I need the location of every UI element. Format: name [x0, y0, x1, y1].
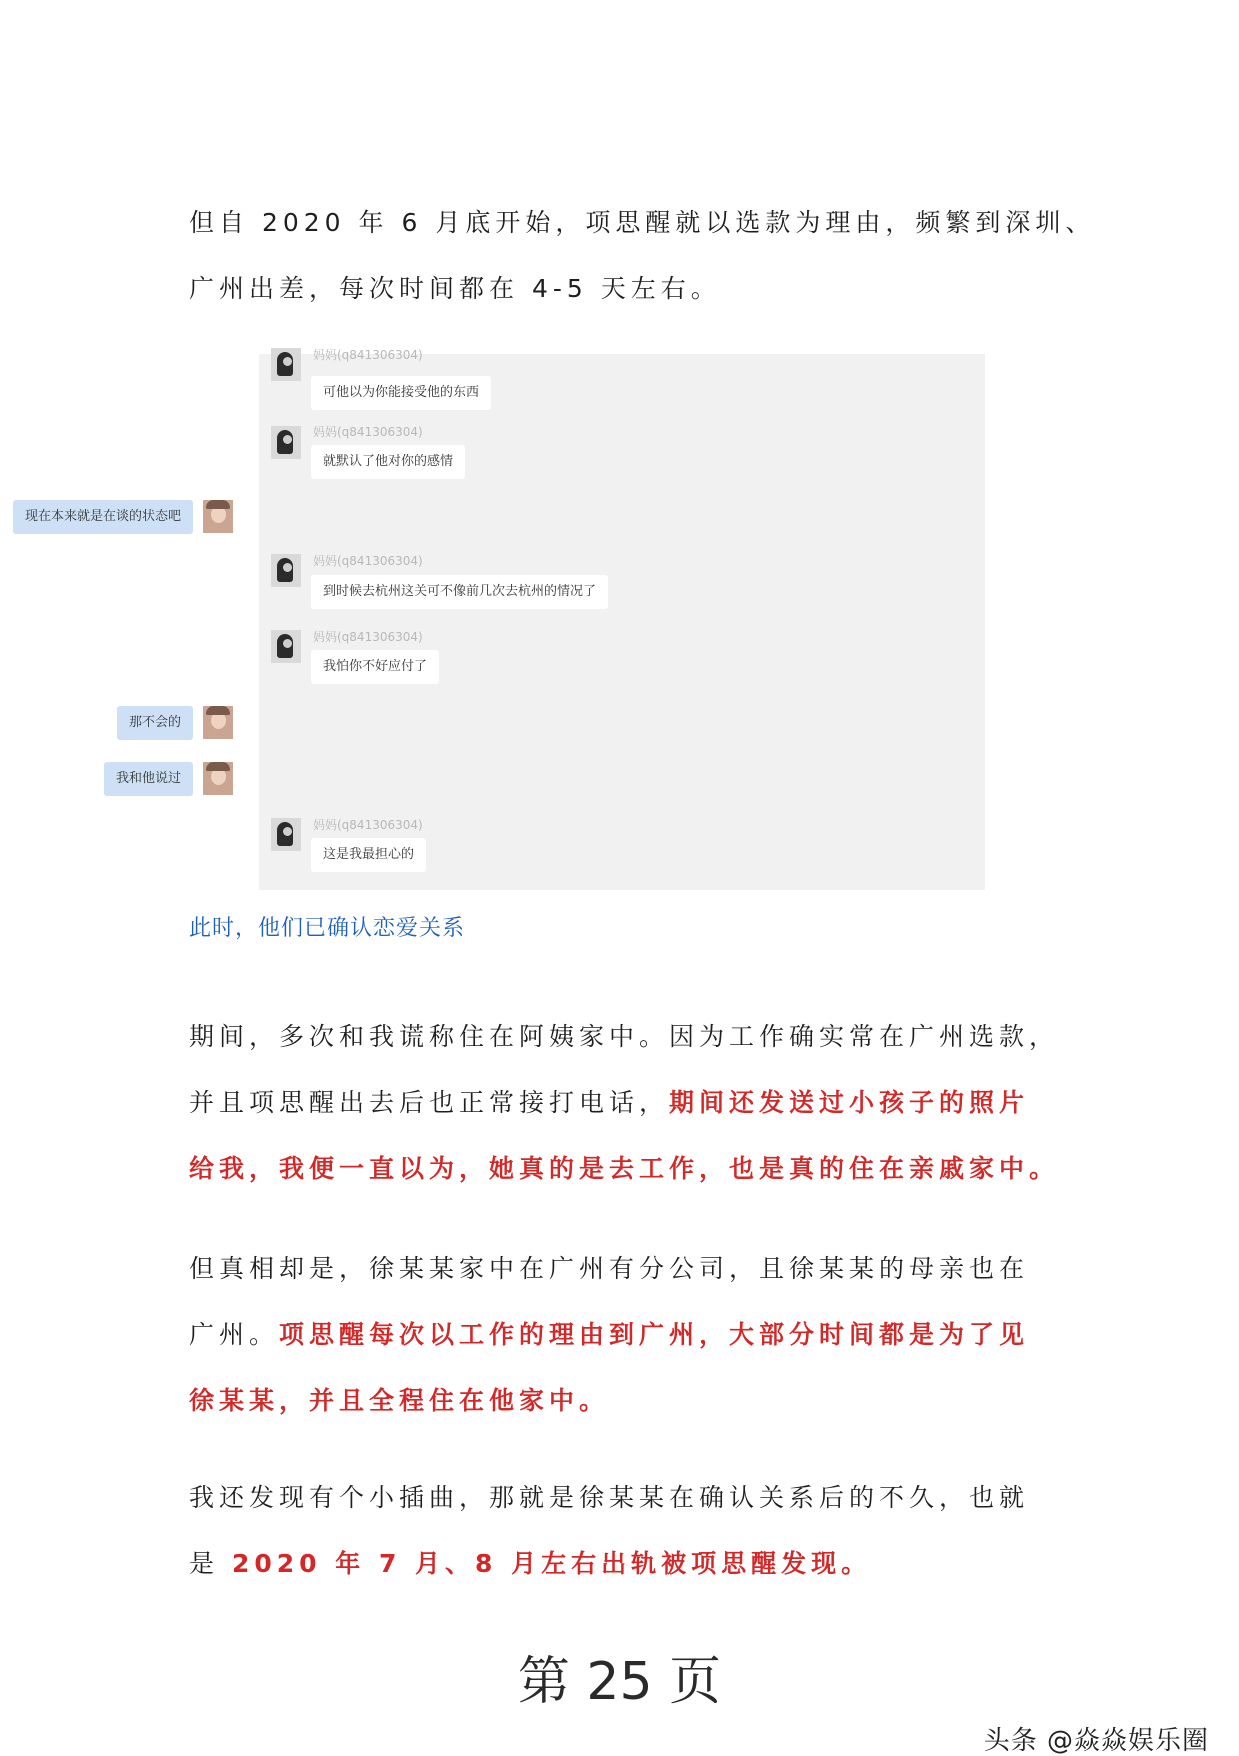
sender-name: 妈妈(q841306304)	[313, 425, 423, 439]
contact-avatar	[271, 348, 301, 381]
message-bubble: 我和他说过	[104, 762, 193, 796]
image-caption: 此时，他们已确认恋爱关系	[189, 916, 466, 941]
text-line	[189, 1368, 1049, 1434]
body-text: 我还发现有个小插曲，那就是徐某某在确认关系后的不久，也就	[189, 1483, 1030, 1512]
message-bubble: 我怕你不好应付了	[311, 650, 439, 684]
contact-avatar	[271, 630, 301, 663]
user-avatar	[203, 762, 233, 795]
text-line	[189, 1531, 1049, 1597]
message-bubble: 可他以为你能接受他的东西	[311, 376, 491, 410]
paragraph-1	[189, 190, 1096, 322]
text-line	[189, 190, 1096, 256]
body-text: 广州。	[189, 1320, 280, 1349]
message-bubble: 现在本来就是在谈的状态吧	[13, 500, 193, 534]
body-text: 但自 2020 年 6 月底开始，项思醒就以选款为理由，频繁到深圳、	[189, 208, 1096, 237]
text-line	[189, 1136, 1060, 1202]
text-line	[189, 256, 1049, 322]
text-line	[189, 1004, 1060, 1070]
sender-name: 妈妈(q841306304)	[313, 348, 423, 362]
paragraph-4	[189, 1465, 1049, 1597]
message-bubble: 那不会的	[117, 706, 193, 740]
contact-avatar	[271, 426, 301, 459]
paragraph-2	[189, 1004, 1060, 1202]
chat-screenshot	[24, 348, 985, 890]
sender-name: 妈妈(q841306304)	[313, 630, 423, 644]
text-line	[189, 1302, 1049, 1368]
sender-name: 妈妈(q841306304)	[313, 554, 423, 568]
text-line	[189, 1236, 1049, 1302]
highlighted-text: 徐某某，并且全程住在他家中。	[189, 1386, 610, 1415]
page-number: 第 25 页	[517, 1652, 722, 1712]
sender-name: 妈妈(q841306304)	[313, 818, 423, 832]
body-text: 是	[189, 1549, 232, 1578]
paragraph-3	[189, 1236, 1049, 1434]
highlighted-text: 项思醒每次以工作的理由到广州，大部分时间都是为了见	[279, 1320, 1030, 1349]
text-line	[189, 1070, 1049, 1136]
user-avatar	[203, 706, 233, 739]
contact-avatar	[271, 818, 301, 851]
body-text: 广州出差，每次时间都在 4-5 天左右。	[189, 274, 721, 303]
highlighted-text: 期间还发送过小孩子的照片	[669, 1088, 1030, 1117]
message-bubble: 到时候去杭州这关可不像前几次去杭州的情况了	[311, 575, 608, 609]
highlighted-text: 2020 年 7 月、8 月左右出轨被项思醒发现。	[231, 1549, 872, 1578]
contact-avatar	[271, 554, 301, 587]
user-avatar	[203, 500, 233, 533]
body-text: 并且项思醒出去后也正常接打电话，	[189, 1088, 670, 1117]
body-text: 期间，多次和我谎称住在阿姨家中。因为工作确实常在广州选款，	[189, 1022, 1060, 1051]
message-bubble: 这是我最担心的	[311, 838, 426, 872]
highlighted-text: 给我，我便一直以为，她真的是去工作，也是真的住在亲戚家中。	[189, 1154, 1060, 1183]
message-bubble: 就默认了他对你的感情	[311, 445, 465, 479]
text-line	[189, 1465, 1049, 1531]
watermark: 头条 @焱焱娱乐圈	[983, 1726, 1209, 1756]
body-text: 但真相却是，徐某某家中在广州有分公司，且徐某某的母亲也在	[189, 1254, 1030, 1283]
